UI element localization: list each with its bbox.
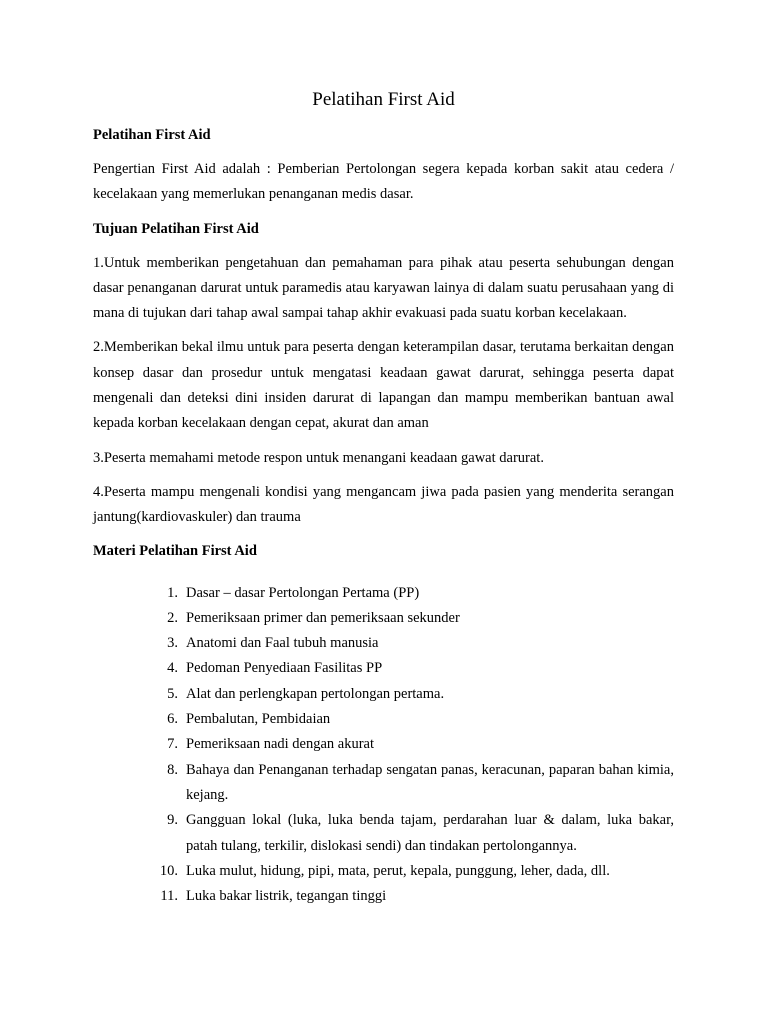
goal-paragraph: 1.Untuk memberikan pengetahuan dan pemahaman para pihak atau peserta sehubungan dengan dasar penanganan darurat untuk paramedis atau karyawan lainya di dalam suatu perusahaan yang di mana di tujukan dari tahap awal sampai tahap akhir evakuasi pada suatu korban kecelakaan.: [93, 254, 674, 322]
list-item-text: Bahaya dan Penanganan terhadap sengatan panas, keracunan, paparan bahan kimia, kejang.: [186, 761, 674, 803]
list-item: [93, 656, 674, 681]
list-item-text: Pemeriksaan primer dan pemeriksaan sekunder: [186, 609, 460, 626]
list-item-text: Pedoman Penyediaan Fasilitas PP: [186, 660, 383, 677]
list-item-number: 11.: [160, 888, 178, 905]
list-item: [93, 682, 674, 707]
list-item: [93, 758, 674, 809]
list-item: [93, 606, 674, 631]
list-item: [93, 581, 674, 606]
section-heading-materials: Materi Pelatihan First Aid: [93, 542, 257, 559]
goal-paragraph: 3.Peserta memahami metode respon untuk menangani keadaan gawat darurat.: [93, 449, 544, 466]
list-item: [93, 631, 674, 656]
list-item-text: Anatomi dan Faal tubuh manusia: [186, 635, 379, 652]
document-body: [93, 86, 674, 909]
list-item-text: Luka bakar listrik, tegangan tinggi: [186, 888, 387, 905]
list-item-number: 10.: [159, 862, 178, 879]
list-item-number: 7.: [167, 736, 178, 753]
list-item: [93, 859, 674, 884]
list-item: [93, 732, 674, 757]
document-title: Pelatihan First Aid: [312, 89, 455, 110]
list-item-text: Alat dan perlengkapan pertolongan pertama.: [186, 685, 445, 702]
list-item-text: Pembalutan, Pembidaian: [186, 711, 331, 728]
list-item: [93, 808, 674, 859]
list-item-number: 3.: [167, 635, 178, 652]
list-item: [93, 707, 674, 732]
list-item-text: Pemeriksaan nadi dengan akurat: [186, 736, 375, 753]
list-item-text: Dasar – dasar Pertolongan Pertama (PP): [186, 584, 420, 601]
list-item-number: 6.: [167, 711, 178, 728]
list-item-number: 4.: [167, 660, 178, 677]
section-heading-goals: Tujuan Pelatihan First Aid: [93, 220, 259, 237]
list-item-number: 9.: [167, 812, 178, 829]
list-item-number: 5.: [167, 685, 178, 702]
goal-paragraph: 4.Peserta mampu mengenali kondisi yang mengancam jiwa pada pasien yang menderita serangan jantung(kardiovaskuler) dan trauma: [93, 483, 674, 526]
list-item-text: Gangguan lokal (luka, luka benda tajam, perdarahan luar & dalam, luka bakar, patah tulang, terkilir, dislokasi sendi) dan tindakan pertolongannya.: [186, 812, 674, 854]
list-item: [93, 884, 674, 909]
definition-paragraph: Pengertian First Aid adalah : Pemberian Pertolongan segera kepada korban sakit atau cedera / kecelakaan yang memerlukan penanganan medis dasar.: [93, 161, 674, 203]
section-heading-intro: Pelatihan First Aid: [93, 127, 211, 143]
list-item-number: 2.: [167, 609, 178, 626]
list-item-number: 8.: [167, 761, 178, 778]
list-item-text: Luka mulut, hidung, pipi, mata, perut, kepala, punggung, leher, dada, dll.: [186, 862, 610, 879]
list-item-number: 1.: [167, 584, 178, 601]
goal-paragraph: 2.Memberikan bekal ilmu untuk para peserta dengan keterampilan dasar, terutama berkaitan dengan konsep dasar dan prosedur untuk mengatasi keadaan gawat darurat, sehingga peserta dapat mengenali dan deteksi dini insiden darurat di lapangan dan mampu memberikan bantuan awal kepada korban kecelakaan dengan cepat, akurat dan aman: [93, 339, 674, 432]
materials-list: [93, 581, 674, 910]
